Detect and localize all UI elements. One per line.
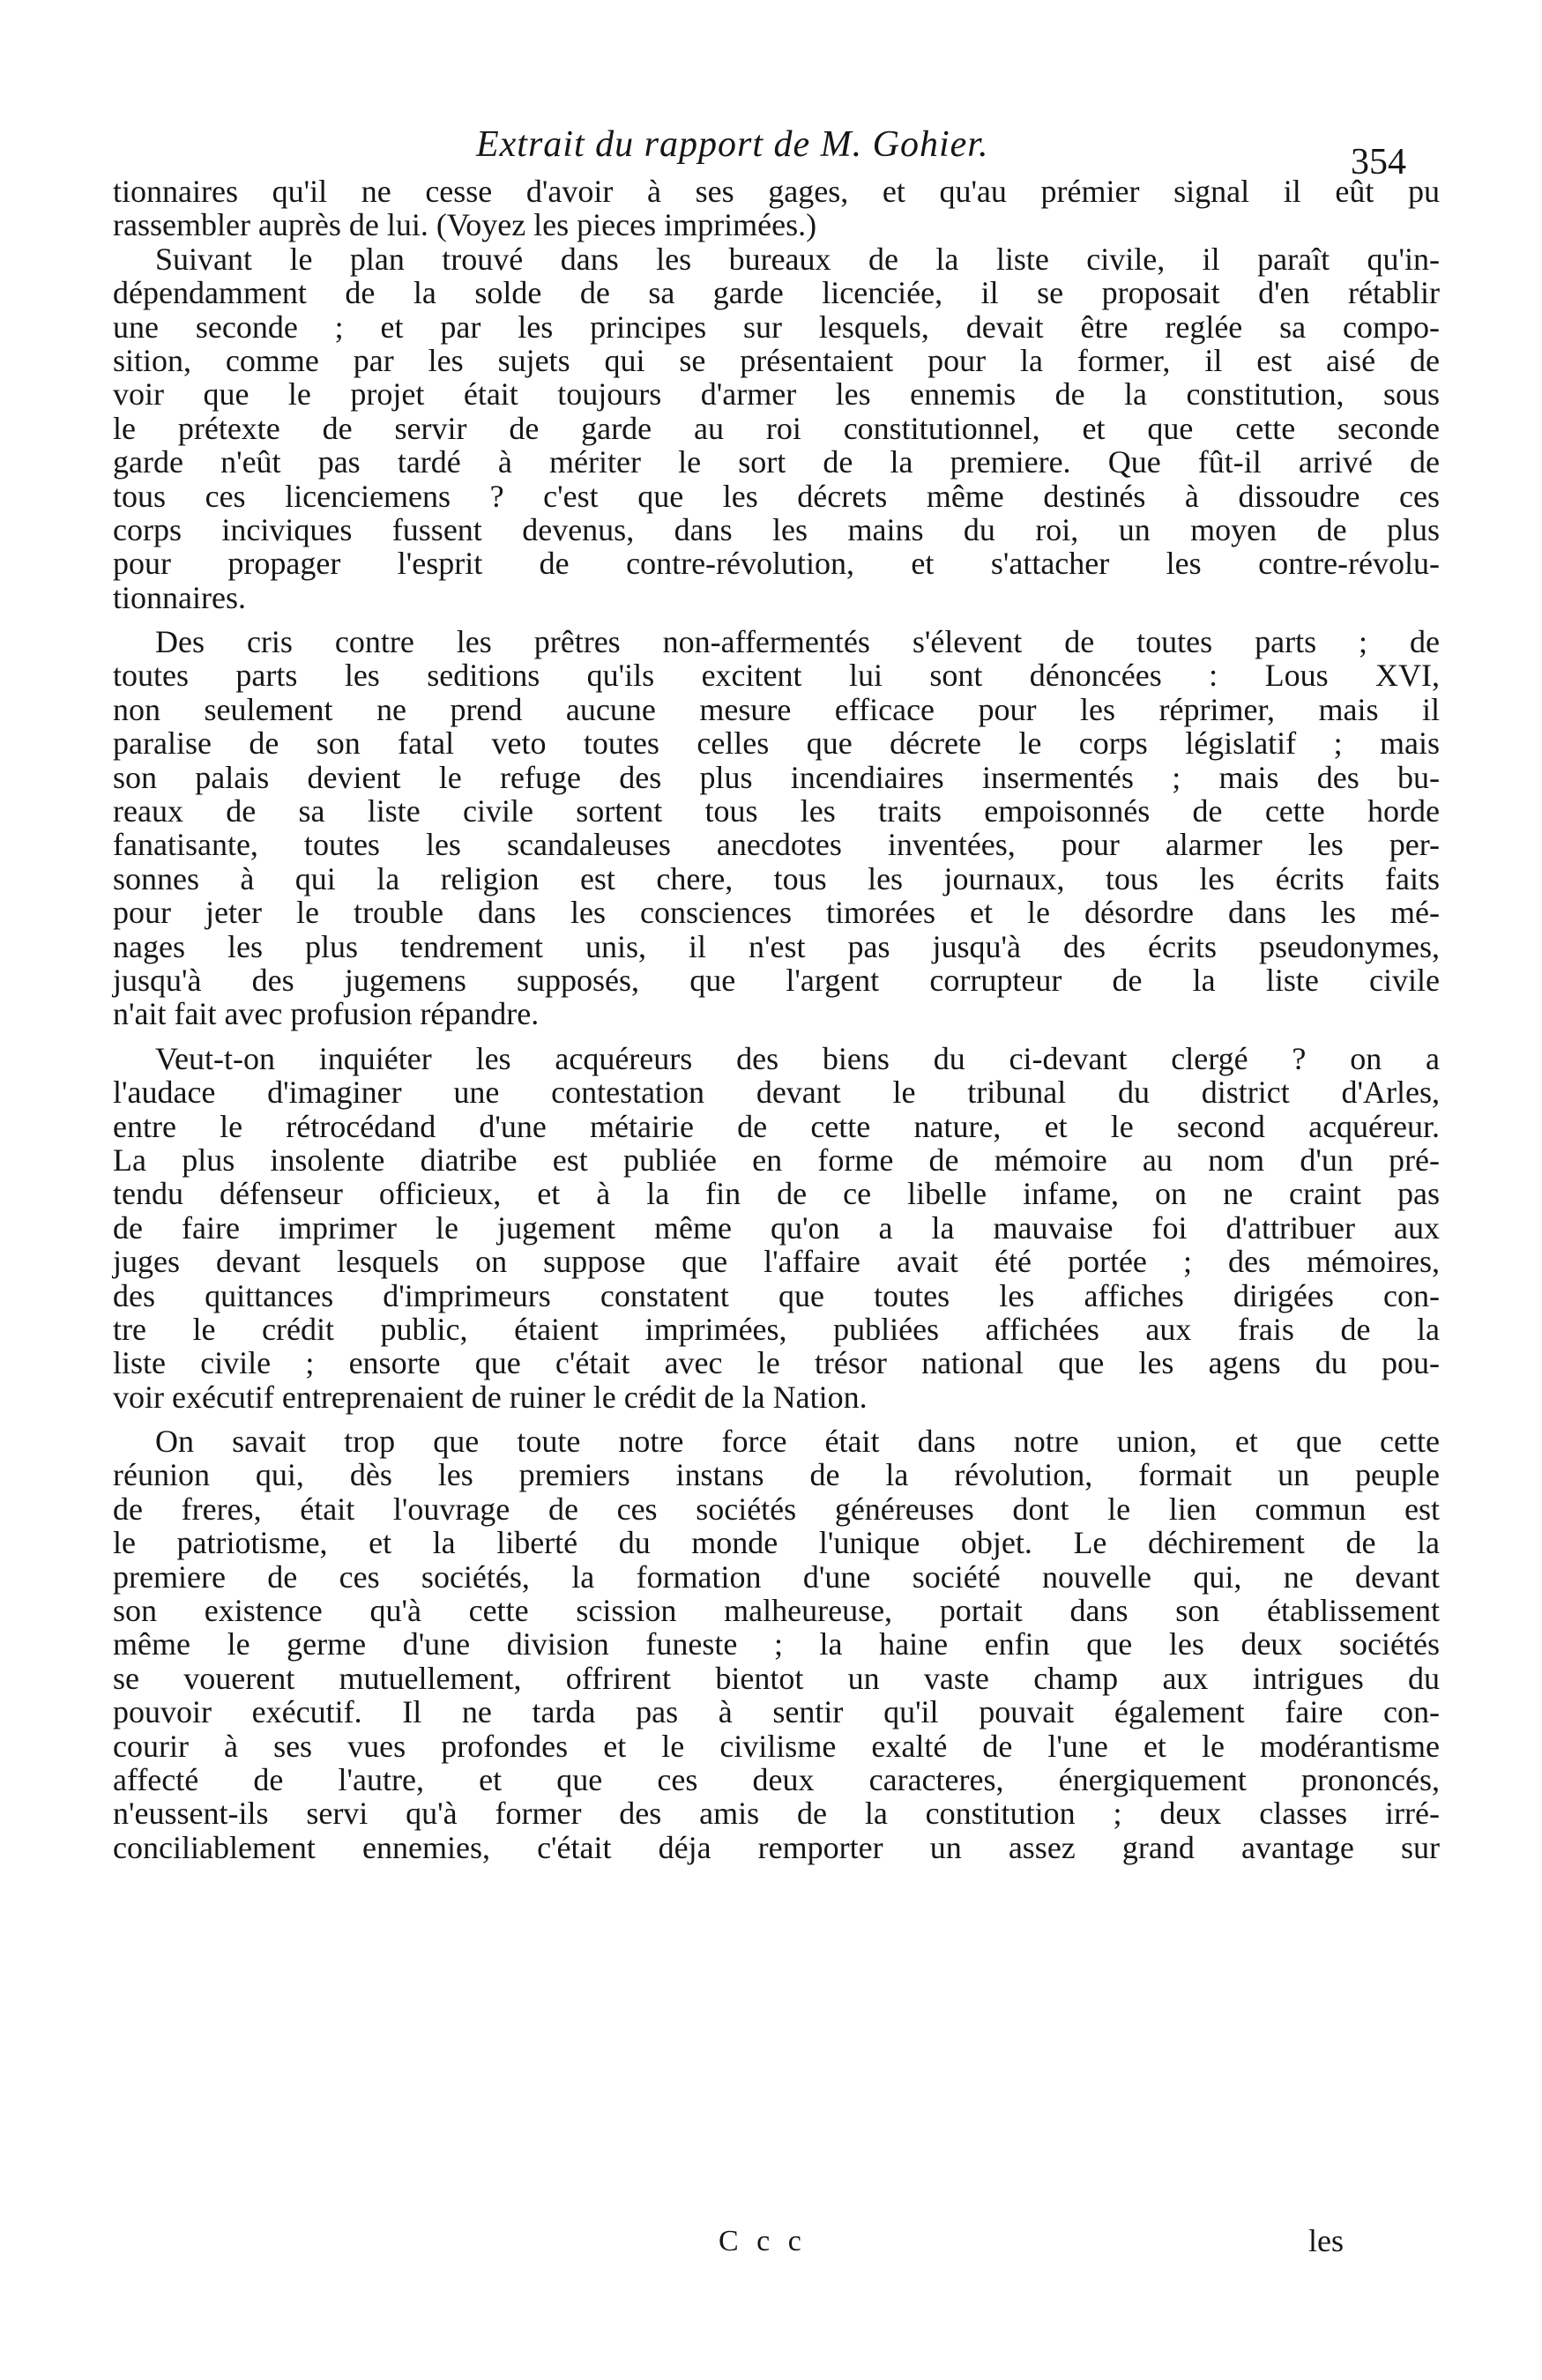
text-line: tionnaires qu'il ne cesse d'avoir à ses gages, et qu'au prémier signal il eût pu	[113, 174, 1440, 209]
text-line: jusqu'à des jugemens supposés, que l'argent corrupteur de la liste civile	[113, 962, 1440, 998]
text-line: juges devant lesquels on suppose que l'affaire avait été portée ; des mémoires,	[113, 1244, 1440, 1280]
text-line: tendu défenseur officieux, et à la fin de ce libelle infame, on ne craint pas	[113, 1176, 1440, 1212]
text-line: rassembler auprès de lui. (Voyez les pieces imprimées.)	[113, 207, 817, 243]
text-line: une seconde ; et par les principes sur lesquels, devait être reglée sa compo-	[113, 309, 1440, 345]
text-line: voir que le projet était toujours d'armer les ennemis de la constitution, sous	[113, 376, 1440, 413]
signature-mark: C c c	[719, 2225, 807, 2257]
text-line: Veut-t-on inquiéter les acquéreurs des biens du ci-devant clergé ? on a	[155, 1040, 1440, 1076]
text-line: entre le rétrocédand d'une métairie de cette nature, et le second acquéreur.	[113, 1108, 1440, 1144]
text-line: se vouerent mutuellement, offrirent bientot un vaste champ aux intrigues du	[113, 1660, 1440, 1696]
catchword: les	[1308, 2223, 1344, 2258]
paragraph-5	[113, 1424, 1440, 1864]
text-line: Suivant le plan trouvé dans les bureaux de la liste civile, il paraît qu'in-	[155, 241, 1440, 277]
text-line: des quittances d'imprimeurs constatent que toutes les affiches dirigées con-	[113, 1277, 1440, 1313]
text-line: non seulement ne prend aucune mesure efficace pour les réprimer, mais il	[113, 691, 1440, 727]
paragraph-4	[113, 1042, 1440, 1414]
paragraph-2	[113, 242, 1440, 614]
text-line: dépendamment de la solde de sa garde licenciée, il se proposait d'en rétablir	[113, 275, 1440, 311]
text-line: réunion qui, dès les premiers instans de la révolution, formait un peuple	[113, 1457, 1440, 1493]
running-title: Extrait du rapport de M. Gohier.	[476, 124, 989, 165]
text-line: l'audace d'imaginer une contestation devant le tribunal du district d'Arles,	[113, 1075, 1440, 1111]
text-line: La plus insolente diatribe est publiée en forme de mémoire au nom d'un pré-	[113, 1142, 1440, 1178]
text-line: paralise de son fatal veto toutes celles que décrete le corps législatif ; mais	[113, 725, 1440, 762]
text-line: n'eussent-ils servi qu'à former des amis de la constitution ; deux classes irré-	[113, 1796, 1440, 1832]
text-line: tre le crédit public, étaient imprimées, publiées affichées aux frais de la	[113, 1311, 1440, 1347]
text-line: garde n'eût pas tardé à mériter le sort de la premiere. Que fût-il arrivé de	[113, 444, 1440, 480]
text-line: n'ait fait avec profusion répandre.	[113, 996, 540, 1032]
text-line: pouvoir exécutif. Il ne tarda pas à sentir qu'il pouvait également faire con-	[113, 1694, 1440, 1730]
text-line: de freres, était l'ouvrage de ces sociétés généreuses dont le lien commun est	[113, 1491, 1440, 1527]
text-line: de faire imprimer le jugement même qu'on a la mauvaise foi d'attribuer aux	[113, 1209, 1440, 1246]
text-line: son existence qu'à cette scission malheureuse, portait dans son établissement	[113, 1593, 1440, 1629]
text-line: reaux de sa liste civile sortent tous les traits empoisonnés de cette horde	[113, 793, 1440, 829]
text-line: même le germe d'une division funeste ; la haine enfin que les deux sociétés	[113, 1626, 1440, 1662]
text-line: voir exécutif entreprenaient de ruiner le crédit de la Nation.	[113, 1379, 868, 1415]
text-line: le prétexte de servir de garde au roi constitutionnel, et que cette seconde	[113, 410, 1440, 446]
paragraph-3	[113, 625, 1440, 1031]
text-line: fanatisante, toutes les scandaleuses anecdotes inventées, pour alarmer les per-	[113, 827, 1440, 863]
text-line: conciliablement ennemies, c'était déja remporter un assez grand avantage sur	[113, 1829, 1440, 1865]
text-line: Des cris contre les prêtres non-affermentés s'élevent de toutes parts ; de	[155, 624, 1440, 660]
text-line: le patriotisme, et la liberté du monde l'unique objet. Le déchirement de la	[113, 1525, 1440, 1561]
text-line: affecté de l'autre, et que ces deux caracteres, énergiquement prononcés,	[113, 1761, 1440, 1797]
paragraph-1	[113, 175, 1440, 242]
text-line: nages les plus tendrement unis, il n'est pas jusqu'à des écrits pseudonymes,	[113, 928, 1440, 964]
text-line: toutes parts les seditions qu'ils excitent lui sont dénoncées : Lous XVI,	[113, 658, 1440, 694]
text-line: pour jeter le trouble dans les consciences timorées et le désordre dans les mé-	[113, 895, 1440, 931]
text-line: son palais devient le refuge des plus incendiaires insermentés ; mais des bu-	[113, 759, 1440, 795]
text-line: courir à ses vues profondes et le civilisme exalté de l'une et le modérantisme	[113, 1728, 1440, 1764]
text-body	[113, 175, 1440, 1864]
text-line: On savait trop que toute notre force était dans notre union, et que cette	[155, 1424, 1440, 1460]
text-line: liste civile ; ensorte que c'était avec le trésor national que les agens du pou-	[113, 1345, 1440, 1381]
text-line: sonnes à qui la religion est chere, tous les journaux, tous les écrits faits	[113, 860, 1440, 896]
text-line: tionnaires.	[113, 579, 246, 615]
text-line: premiere de ces sociétés, la formation d'une société nouvelle qui, ne devant	[113, 1558, 1440, 1595]
page-number: 354	[1351, 142, 1406, 182]
text-line: pour propager l'esprit de contre-révolution, et s'attacher les contre-révolu-	[113, 546, 1440, 582]
text-line: sition, comme par les sujets qui se présentaient pour la former, il est aisé de	[113, 342, 1440, 378]
text-line: tous ces licenciemens ? c'est que les décrets même destinés à dissoudre ces	[113, 478, 1440, 514]
text-line: corps inciviques fussent devenus, dans les mains du roi, un moyen de plus	[113, 511, 1440, 547]
